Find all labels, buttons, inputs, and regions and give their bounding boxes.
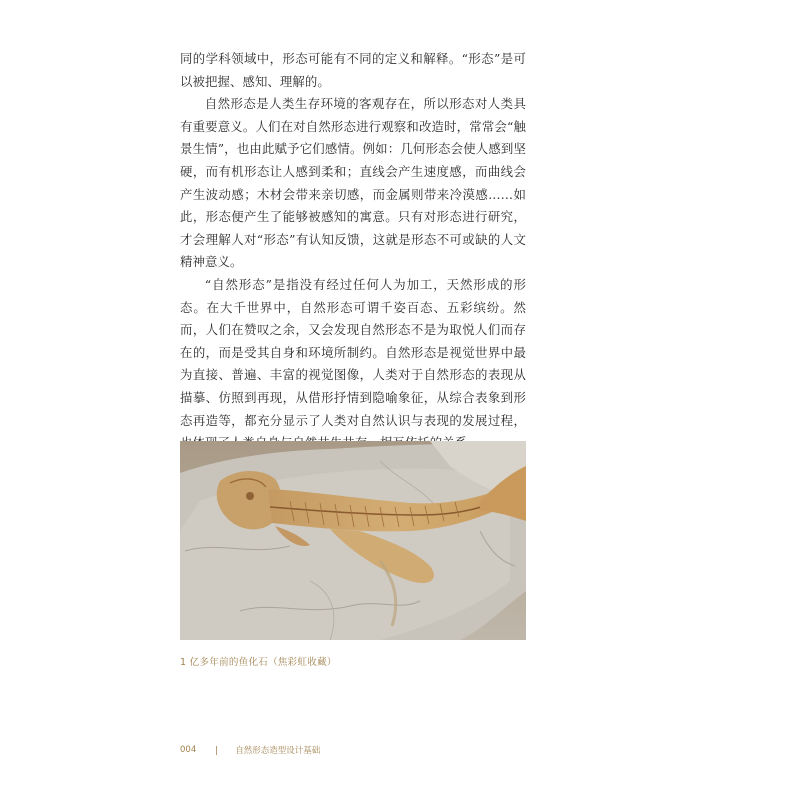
page-number: 004 bbox=[180, 745, 197, 755]
book-title: 自然形态造型设计基础 bbox=[235, 746, 321, 756]
fish-fossil-photo bbox=[180, 441, 526, 640]
page-footer bbox=[180, 744, 320, 756]
paragraph-3: “自然形态”是指没有经过任何人为加工，天然形成的形态。在大千世界中，自然形态可谓千姿百态、五彩缤纷。然而，人们在赞叹之余，又会发现自然形态不是为取悦人们而存在的，而是受其自身和环境所制约。自然形态是视觉世界中最为直接、普遍、丰富的视觉图像，人类对于自然形态的表现从描摹、仿照到再现，从借形抒情到隐喻象征，从综合表象到形态再造等，都充分显示了人类对自然认识与表现的发展过程， bbox=[180, 276, 526, 428]
paragraph-2: 自然形态是人类生存环境的客观存在，所以形态对人类具有重要意义。人们在对自然形态进行观察和改造时，常常会“触景生情”，也由此赋予它们感情。例如：几何形态会使人感到坚硬，而有机形态让人感到柔和；直线会产生速度感，而曲线会产生波动感；木材会带来亲切感，而金属则带来冷漠感……如此，形态便产生了能够被感知的寓意。只有对形态进行研究，才会理解人对“形态”有认知反馈，这就是形态不可或缺的人文精神意义。 bbox=[180, 96, 526, 270]
figure-caption: 1 亿多年前的鱼化石（焦彩虹收藏） bbox=[180, 657, 337, 668]
paragraph-1: 同的学科领域中，形态可能有不同的定义和解释。“形态”是可以被把握、感知、理解的。 bbox=[180, 51, 526, 89]
footer-divider bbox=[216, 746, 217, 755]
body-text bbox=[180, 48, 526, 455]
